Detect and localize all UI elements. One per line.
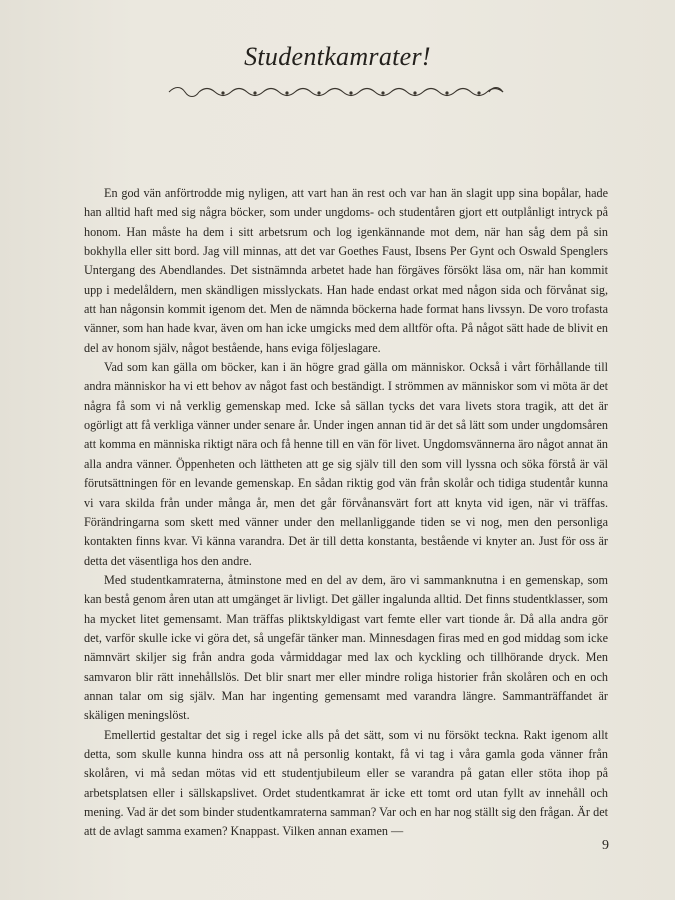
page-title: Studentkamrater!	[244, 42, 431, 71]
paragraph: Vad som kan gälla om böcker, kan i än högre grad gälla om människor. Också i vårt förhållande till andra människor ha vi ett behov av något fast och beständigt. I strömmen av människor som vi möta är det några få som vi nå verklig gemenskap med. Icke så sällan tycks det vara livets stora tragik, att det är ogörligt att få verkliga vänner under senare år. Under ingen annan tid är det så lätt som under ungdomsåren att komma en människa riktigt nära och få henne till en vän för livet. Ungdomsvännerna äro något annat än alla andra vänner. Öppenheten och lättheten att ge sig själv till den som vill lyssna och söka förstå är väl förutsättningen för en levande gemenskap. En sådan riktig god vän från skolår och tidiga studentår kunna vi vara skilda från under många år, men det går förvånansvärt fort att knyta vid igen, när vi träffas. Förändringarna som skett med vänner under den mellanliggande tiden se vi nog, men den personliga kontakten finns kvar. Vi känna varandra. Det är till detta konstanta, bestående vi knyter an. Just för oss är detta det väsentliga hos den andre.	[84, 360, 608, 568]
paragraph: Med studentkamraterna, åtminstone med en del av dem, äro vi sammanknutna i en gemenskap, som kan bestå genom åren utan att umgänget är livligt. Det gäller ingalunda alltid. Det finns studentklasser, som ha mycket litet gemensamt. Man träffas pliktskyldigast vart femte eller vart tionde år. Då alla andra gör det, varför skulle icke vi göra det, så ungefär tänker man. Minnesdagen firas med en god middag som icke nämnvärt skiljer sig från andra goda vårmiddagar med lax och kyckling och tillhörande dryck. Men samvaron blir rätt innehållslös. Det blir snart mer eller mindre roliga historier från skolåren och en och annan talar om sig själv. Man har ingenting gemensamt med varandra längre. Sammanträffandet är skäligen meningslöst.	[84, 572, 608, 723]
article-body	[84, 184, 608, 842]
paragraph: En god vän anförtrodde mig nyligen, att vart han än rest och var han än slagit upp sina bopålar, hade han alltid haft med sig några böcker, som under ungdoms- och studentåren gjort ett outplånligt intryck på honom. Han måste ha dem i sitt arbetsrum och log igenkännande mot dem, när han såg dem på sin bokhylla eller sitt bord. Jag vill minnas, att det var Goethes Faust, Ibsens Per Gynt och Oswald Spenglers Untergang des Abendlandes. Det sistnämnda arbetet hade han förgäves försökt läsa om, när han kommit upp i medelåldern, men skändligen misslyckats. Han hade endast orkat med någon sida och förvånat sig, att han någonsin kommit igenom det. Men de nämnda böckerna hade format hans livssyn. De voro trofasta vänner, som han hade kvar, även om han icke umgicks med dem alltför ofta. På något sätt hade de blivit en del av honom själv, något bestående, hans eviga följeslagare.	[84, 186, 608, 355]
decorative-ornament-divider	[165, 84, 510, 100]
page-number: 9	[602, 838, 609, 853]
paragraph: Emellertid gestaltar det sig i regel icke alls på det sätt, som vi nu försökt teckna. Rakt igenom allt detta, som skulle kunna hindra oss att nå personlig kontakt, få vi tag i våra gamla goda vänner från skolåren, vi må sedan mötas vid ett studentjubileum eller se varandra på gatan eller stöta ihop på arbetsplatsen eller i sällskapslivet. Ordet studentkamrat är icke ett tomt ord utan fyllt av innehåll och mening. Vad är det som binder studentkamraterna samman? Var och en har nog ställt sig den frågan. Är det att de avlagt samma examen? Knappast. Vilken annan examen —	[84, 727, 608, 839]
